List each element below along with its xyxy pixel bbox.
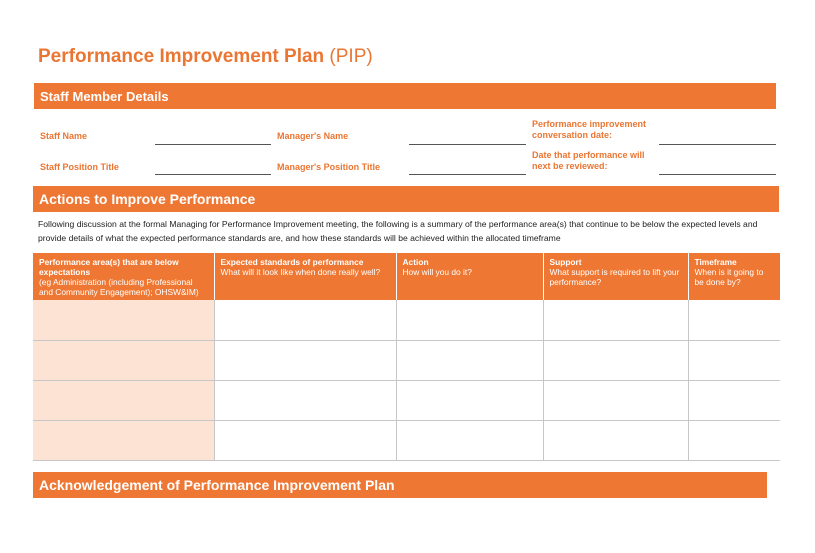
- table-cell[interactable]: [33, 380, 214, 420]
- column-subtitle: What support is required to lift your performance?: [549, 267, 680, 287]
- column-title: Support: [549, 257, 582, 267]
- conversation-date-field[interactable]: [659, 144, 776, 145]
- column-header-expected-standards: [214, 253, 396, 300]
- table-cell[interactable]: [214, 300, 396, 340]
- staff-name-field[interactable]: [155, 144, 271, 145]
- table-cell[interactable]: [543, 380, 688, 420]
- title-main: Performance Improvement Plan: [38, 46, 325, 67]
- table-cell[interactable]: [543, 420, 688, 460]
- table-cell[interactable]: [688, 340, 780, 380]
- table-cell[interactable]: [396, 300, 543, 340]
- table-cell[interactable]: [688, 300, 780, 340]
- column-header-action: [396, 253, 543, 300]
- title-sub: (PIP): [324, 46, 373, 67]
- staff-details-heading: Staff Member Details: [34, 83, 776, 109]
- table-cell[interactable]: [396, 340, 543, 380]
- column-subtitle: How will you do it?: [402, 267, 472, 277]
- column-title: Timeframe: [694, 257, 737, 267]
- table-cell[interactable]: [33, 420, 214, 460]
- review-date-field[interactable]: [659, 174, 776, 175]
- action-plan-table: [33, 253, 780, 461]
- managers-position-field[interactable]: [409, 174, 526, 175]
- table-cell[interactable]: [688, 420, 780, 460]
- managers-name-field[interactable]: [409, 144, 526, 145]
- table-cell[interactable]: [33, 340, 214, 380]
- actions-intro-text: Following discussion at the formal Managing for Performance Improvement meeting, the following is a summary of the performance area(s) that continue to be below the expected levels and provide details of what the expected performance standards are, and how these standards will be achieved within the allocated timeframe: [38, 219, 758, 243]
- table-cell[interactable]: [543, 340, 688, 380]
- table-cell[interactable]: [688, 380, 780, 420]
- column-header-timeframe: [688, 253, 780, 300]
- staff-position-label: Staff Position Title: [40, 162, 119, 172]
- column-subtitle: When is it going to be done by?: [694, 267, 764, 287]
- column-title: Action: [402, 257, 429, 267]
- table-cell[interactable]: [396, 420, 543, 460]
- table-row: [33, 300, 780, 340]
- managers-position-label: Manager's Position Title: [277, 162, 380, 172]
- staff-name-label: Staff Name: [40, 131, 88, 141]
- column-subtitle: (eg Administration (including Professional and Community Engagement); OHSW&IM): [39, 277, 199, 297]
- acknowledgement-heading: Acknowledgement of Performance Improvement Plan: [33, 472, 767, 498]
- table-row: [33, 420, 780, 460]
- conversation-date-label: Performance improvement conversation date:: [532, 119, 647, 140]
- review-date-label: Date that performance will next be reviewed:: [532, 150, 645, 171]
- column-title: Expected standards of performance: [220, 257, 364, 267]
- table-header-row: [33, 253, 780, 300]
- column-header-performance-area: [33, 253, 214, 300]
- table-cell[interactable]: [33, 300, 214, 340]
- column-subtitle: What will it look like when done really well?: [220, 267, 381, 277]
- table-cell[interactable]: [214, 340, 396, 380]
- table-row: [33, 380, 780, 420]
- actions-heading: Actions to Improve Performance: [33, 186, 779, 212]
- table-cell[interactable]: [543, 300, 688, 340]
- staff-position-field[interactable]: [155, 174, 271, 175]
- table-cell[interactable]: [214, 420, 396, 460]
- column-header-support: [543, 253, 688, 300]
- table-cell[interactable]: [396, 380, 543, 420]
- managers-name-label: Manager's Name: [277, 131, 349, 141]
- table-cell[interactable]: [214, 380, 396, 420]
- column-title: Performance area(s) that are below expectations: [39, 257, 179, 277]
- document-title: [38, 46, 373, 68]
- table-row: [33, 340, 780, 380]
